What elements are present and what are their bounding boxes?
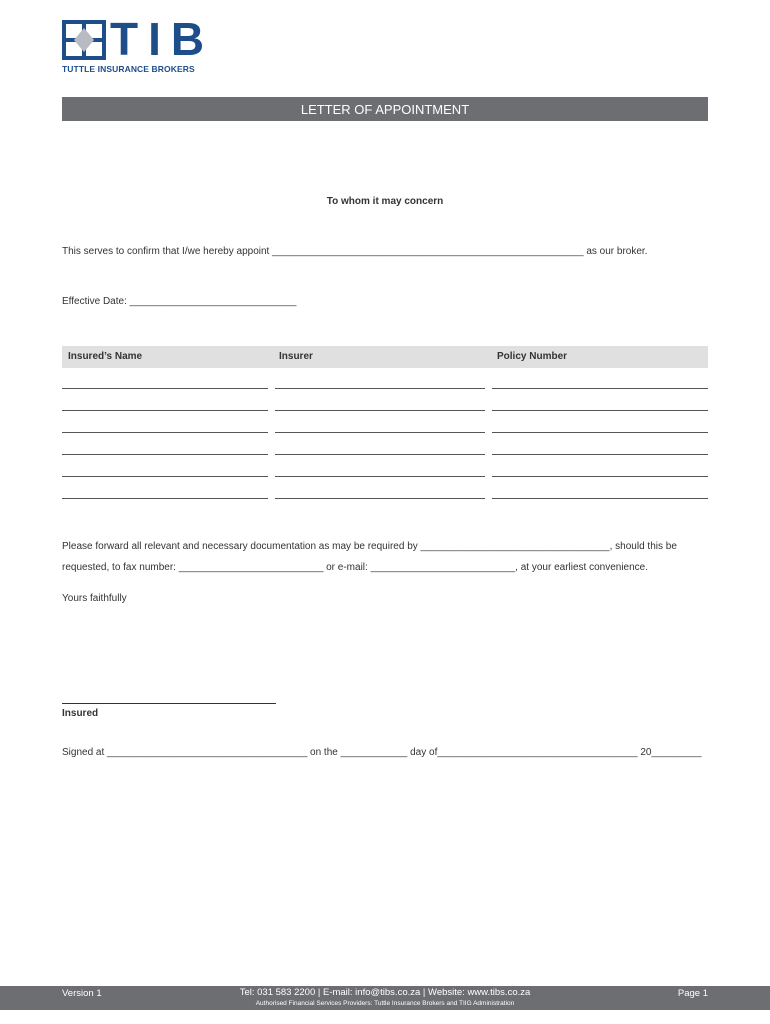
insured-name-blank — [62, 388, 268, 389]
tib-logo-mark-icon — [62, 20, 106, 60]
policy-number-blank — [492, 432, 708, 433]
insurer-blank — [275, 476, 485, 477]
column-header-insurer: Insurer — [279, 351, 313, 362]
effective-date-field: Effective Date: ______________________________ — [62, 296, 297, 307]
insurer-blank — [275, 432, 485, 433]
insured-name-blank — [62, 476, 268, 477]
closing-text: Yours faithfully — [62, 593, 127, 604]
company-logo — [62, 13, 222, 76]
footer-page-number: Page 1 — [677, 988, 708, 999]
page-footer — [0, 986, 770, 1010]
insurer-blank — [275, 498, 485, 499]
logo-tagline: TUTTLE INSURANCE BROKERS — [62, 64, 195, 74]
document-title: LETTER OF APPOINTMENT — [300, 101, 470, 117]
appoint-confirmation-text: This serves to confirm that I/we hereby appoint ________________________________________________________ as our broker. — [62, 246, 648, 257]
signed-at-text: Signed at ____________________________________ on the ____________ day of____________________________________ 20_________ — [62, 747, 702, 758]
insured-name-blank — [62, 498, 268, 499]
forward-documentation-text-line1: Please forward all relevant and necessary documentation as may be required by __________________________________, should this be — [62, 541, 677, 552]
forward-documentation-text-line2: requested, to fax number: __________________________ or e-mail: __________________________, at your earliest convenience. — [62, 562, 649, 573]
footer-providers: Authorised Financial Services Providers: Tuttle Insurance Brokers and TIIG Administration — [255, 1000, 515, 1007]
footer-contact: Tel: 031 583 2200 | E-mail: info@tibs.co.za | Website: www.tibs.co.za — [239, 987, 531, 998]
insurer-blank — [275, 388, 485, 389]
insured-signature-label: Insured — [62, 708, 99, 719]
insured-name-blank — [62, 454, 268, 455]
policy-number-blank — [492, 388, 708, 389]
logo-wordmark: TIB — [110, 13, 215, 65]
insurer-blank — [275, 410, 485, 411]
policy-number-blank — [492, 476, 708, 477]
salutation: To whom it may concern — [326, 196, 444, 207]
policy-number-blank — [492, 498, 708, 499]
policy-number-blank — [492, 454, 708, 455]
insurer-blank — [275, 454, 485, 455]
insured-name-blank — [62, 410, 268, 411]
policy-number-blank — [492, 410, 708, 411]
insured-name-blank — [62, 432, 268, 433]
signature-line — [62, 703, 276, 704]
document-title-bar — [62, 97, 708, 121]
column-header-insured-name: Insured’s Name — [68, 351, 143, 362]
policy-table-header — [62, 346, 708, 368]
footer-version: Version 1 — [62, 988, 102, 999]
column-header-policy-number: Policy Number — [497, 351, 568, 362]
